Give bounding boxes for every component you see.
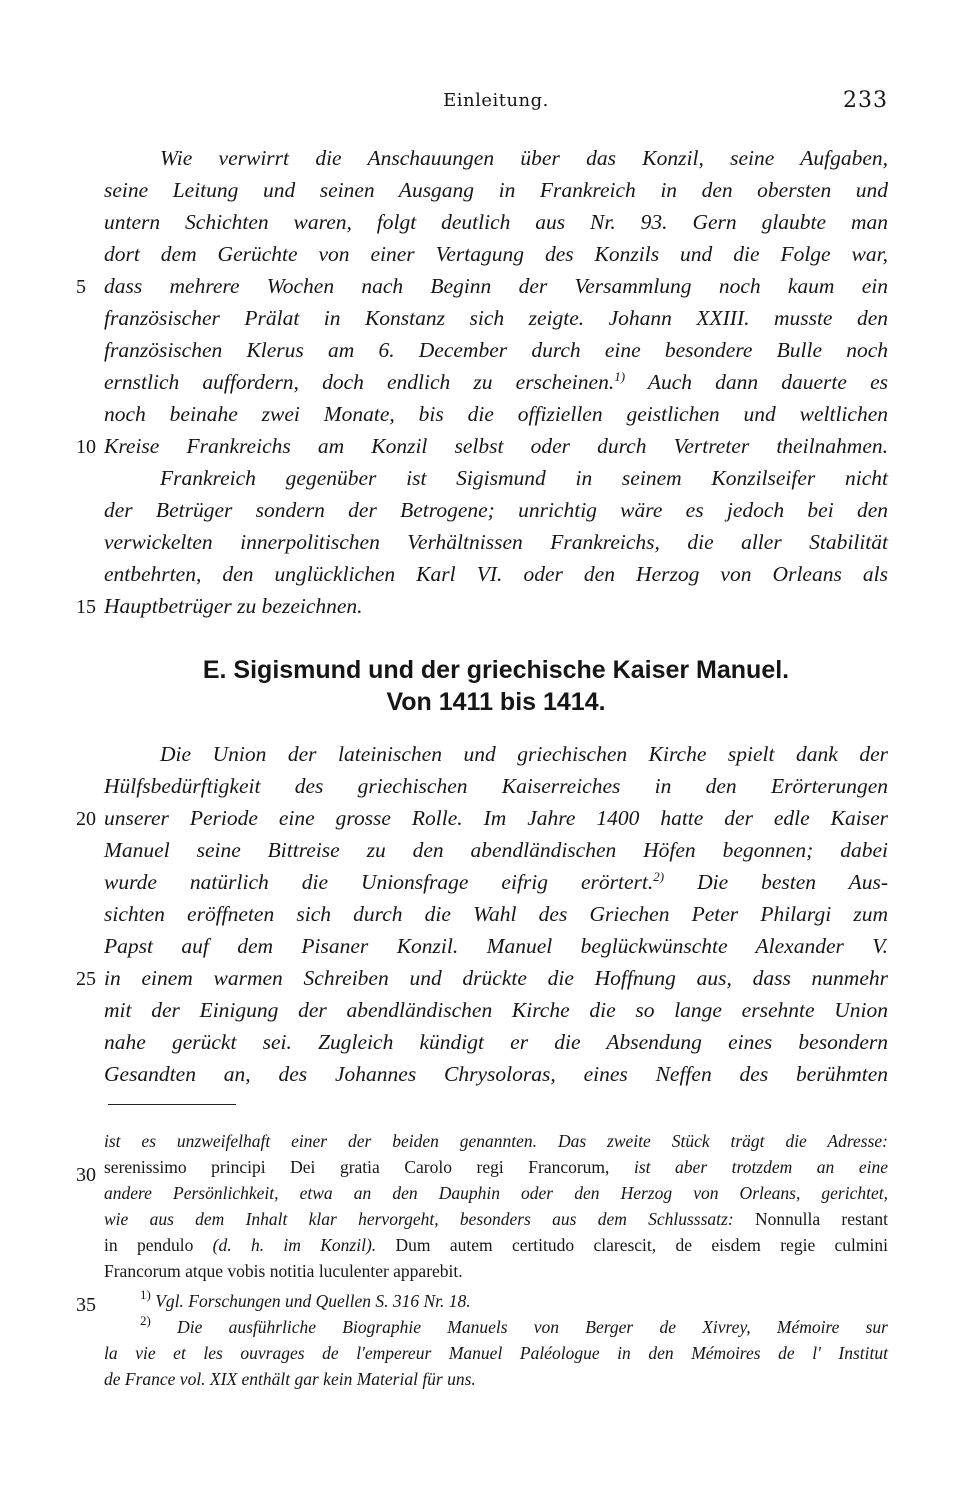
section-line: Papst auf dem Pisaner Konzil. Manuel beglückwünschte Alexander V.	[104, 934, 888, 958]
footnote-1-mark: 1)	[140, 1287, 151, 1302]
margin-line-number: 15	[76, 596, 96, 618]
body-line: noch beinahe zwei Monate, bis die offiziellen geistlichen und weltlichen	[104, 402, 888, 426]
footnote-line: la vie et les ouvrages de l'empereur Manuel Paléologue in den Mémoires de l' Institut	[104, 1343, 888, 1363]
margin-line-number: 20	[76, 808, 96, 830]
body-line: dort dem Gerüchte von einer Vertagung des Konzils und die Folge war,	[104, 242, 888, 266]
footnote-1: $^{1)}$ Vgl. Forschungen und Quellen S. 316 Nr. 18.	[140, 1287, 471, 1311]
section-title: E. Sigismund und der griechische Kaiser Manuel.	[202, 656, 790, 684]
footnote-line: serenissimo principi Dei gratia Carolo regi Francorum, ist aber trotzdem an eine	[104, 1157, 888, 1177]
section-line: in einem warmen Schreiben und drückte die Hoffnung aus, dass nunmehr	[104, 966, 888, 990]
footnote-line: andere Persönlichkeit, etwa an den Dauphin oder den Herzog von Orleans, gerichtet,	[104, 1183, 888, 1203]
section-line	[104, 866, 888, 898]
section-line-text: wurde natürlich die Unionsfrage eifrig erörtert.	[104, 870, 654, 894]
footnote-line: ist es unzweifelhaft einer der beiden genannten. Das zweite Stück trägt die Adresse:	[104, 1131, 888, 1151]
footnote-ref-2: 2)	[653, 869, 665, 884]
section-line: sichten eröffneten sich durch die Wahl des Griechen Peter Philargi zum	[104, 902, 888, 926]
body-line: französischer Prälat in Konstanz sich zeigte. Johann XXIII. musste den	[104, 306, 888, 330]
body-line: seine Leitung und seinen Ausgang in Frankreich in den obersten und	[104, 178, 888, 202]
section-line-text: Die besten Aus-	[697, 870, 889, 894]
body-line	[104, 366, 888, 398]
margin-line-number: 5	[76, 276, 86, 298]
footnote-line: Francorum atque vobis notitia luculenter apparebit.	[104, 1261, 463, 1281]
section-line: mit der Einigung der abendländischen Kirche die so lange ersehnte Union	[104, 998, 888, 1022]
section-line: Die Union der lateinischen und griechischen Kirche spielt dank der	[160, 742, 888, 766]
running-head	[104, 90, 888, 120]
body-line-text: ernstlich auffordern, doch endlich zu erscheinen.	[104, 370, 615, 394]
section-line: Hülfsbedürftigkeit des griechischen Kaiserreiches in den Erörterungen	[104, 774, 888, 798]
page-number: 233	[843, 88, 888, 113]
footnote-2: $^{2)}$ Die ausführliche Biographie Manuels von Berger de Xivrey, Mémoire sur	[140, 1313, 888, 1337]
section-line: Gesandten an, des Johannes Chrysoloras, eines Neffen des berühmten	[104, 1062, 888, 1086]
margin-line-number: 25	[76, 968, 96, 990]
section-line: Manuel seine Bittreise zu den abendländischen Höfen begonnen; dabei	[104, 838, 888, 862]
body-line: untern Schichten waren, folgt deutlich aus Nr. 93. Gern glaubte man	[104, 210, 888, 234]
margin-line-number: 10	[76, 436, 96, 458]
footnote-rule	[108, 1104, 236, 1105]
footnote-ref-1: 1)	[614, 369, 626, 384]
body-line: verwickelten innerpolitischen Verhältnissen Frankreichs, die aller Stabilität	[104, 530, 888, 554]
footnote-line: in pendulo (d. h. im Konzil). Dum autem certitudo clarescit, de eisdem regie culmini	[104, 1235, 889, 1255]
body-line: Kreise Frankreichs am Konzil selbst oder durch Vertreter theilnahmen.	[104, 434, 888, 458]
body-line: entbehrten, den unglücklichen Karl VI. oder den Herzog von Orleans als	[104, 562, 888, 586]
body-line: dass mehrere Wochen nach Beginn der Versammlung noch kaum ein	[104, 274, 888, 298]
body-line: der Betrüger sondern der Betrogene; unrichtig wäre es jedoch bei den	[104, 498, 888, 522]
section-line: nahe gerückt sei. Zugleich kündigt er die Absendung eines besondern	[104, 1030, 888, 1054]
section-subtitle: Von 1411 bis 1414.	[386, 688, 606, 716]
body-line-text: Auch dann dauerte es	[647, 370, 888, 394]
body-line: französischen Klerus am 6. December durch eine besondere Bulle noch	[104, 338, 888, 362]
footnote-line: wie aus dem Inhalt klar hervorgeht, besonders aus dem Schlusssatz: Nonnulla restant	[104, 1209, 889, 1229]
margin-line-number: 30	[76, 1164, 96, 1186]
margin-line-number: 35	[76, 1294, 96, 1316]
body-line: Wie verwirrt die Anschauungen über das Konzil, seine Aufgaben,	[160, 146, 888, 170]
body-line: Frankreich gegenüber ist Sigismund in seinem Konzilseifer nicht	[160, 466, 888, 490]
body-line: Hauptbetrüger zu bezeichnen.	[104, 594, 363, 618]
section-line: unserer Periode eine grosse Rolle. Im Jahre 1400 hatte der edle Kaiser	[104, 806, 888, 830]
running-head-title: Einleitung.	[443, 90, 549, 111]
footnote-2-mark: 2)	[140, 1313, 151, 1328]
footnote-line: de France vol. XIX enthält gar kein Material für uns.	[104, 1369, 476, 1389]
